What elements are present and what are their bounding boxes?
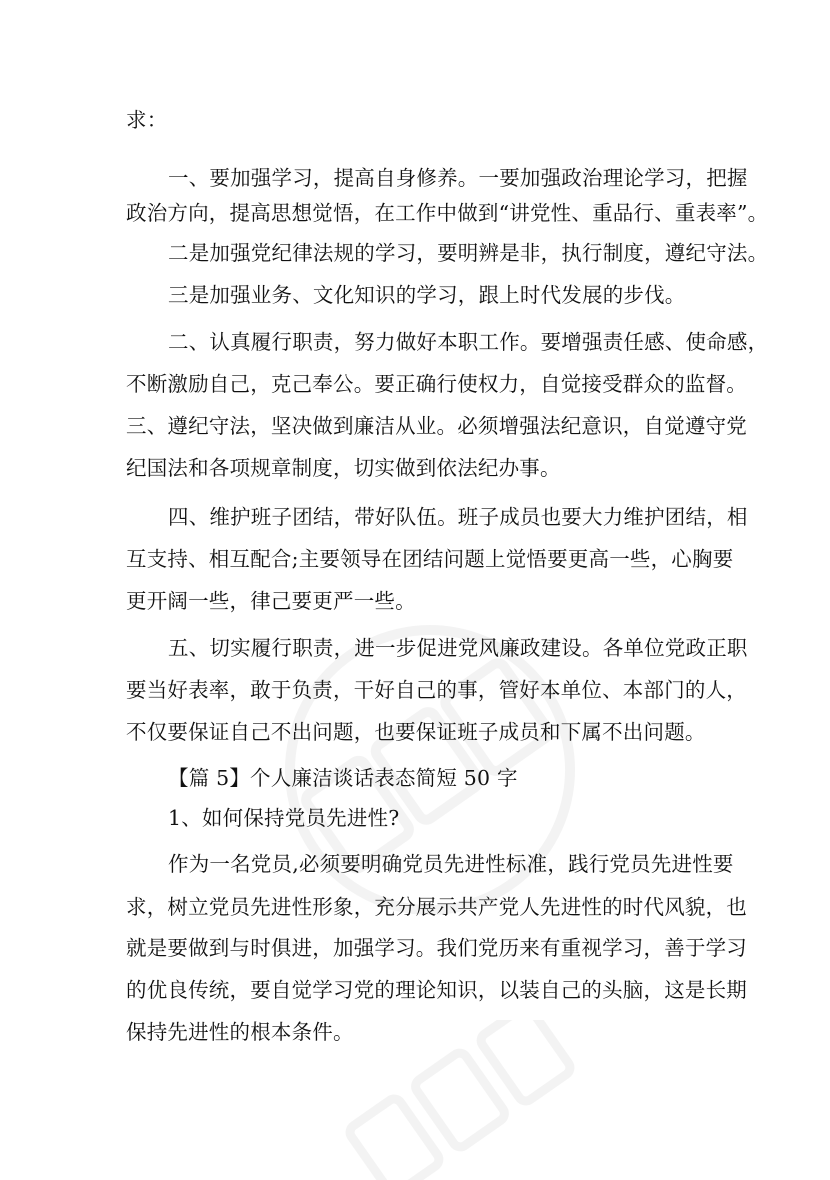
text-line: 四、维护班子团结，带好队伍。班子成员也要大力维护团结，相 xyxy=(168,505,748,529)
text-line: 求，树立党员先进性形象，充分展示共产党人先进性的时代风貌，也 xyxy=(126,895,747,919)
text-line: 三是加强业务、文化知识的学习，跟上时代发展的步伐。 xyxy=(168,283,686,307)
watermark-fragment-icon xyxy=(330,1020,590,1180)
text-line: 保持先进性的根本条件。 xyxy=(126,1020,354,1044)
text-line: 的优良传统，要自觉学习党的理论知识，以装自己的头脑，这是长期 xyxy=(126,978,747,1002)
section-heading: 【篇 5】个人廉洁谈话表态简短 50 字 xyxy=(168,766,518,790)
question-heading: 1、如何保持党员先进性? xyxy=(168,806,400,830)
text-line: 作为一名党员,必须要明确党员先进性标准，践行党员先进性要 xyxy=(168,852,734,876)
text-line: 纪国法和各项规章制度，切实做到依法纪办事。 xyxy=(126,456,561,480)
text-line: 五、切实履行职责，进一步促进党风廉政建设。各单位党政正职 xyxy=(168,636,748,660)
text-line: 三、遵纪守法，坚决做到廉洁从业。必须增强法纪意识，自觉遵守党 xyxy=(126,414,747,438)
text-line: 不断激励自己，克己奉公。要正确行使权力，自觉接受群众的监督。 xyxy=(126,372,747,396)
text-line: 政治方向，提高思想觉悟，在工作中做到“讲党性、重品行、重表率”。 xyxy=(126,201,769,225)
text-line: 就是要做到与时俱进，加强学习。我们党历来有重视学习，善于学习 xyxy=(126,936,747,960)
text-line: 二、认真履行职责，努力做好本职工作。要增强责任感、使命感， xyxy=(168,330,769,354)
text-line: 二是加强党纪律法规的学习，要明辨是非，执行制度，遵纪守法。 xyxy=(168,241,769,265)
text-line: 求： xyxy=(126,108,168,132)
text-line: 要当好表率，敢于负责，干好自己的事，管好本单位、本部门的人， xyxy=(126,678,747,702)
text-line: 互支持、相互配合;主要领导在团结问题上觉悟要更高一些，心胸要 xyxy=(126,547,734,571)
text-line: 更开阔一些，律己要更严一些。 xyxy=(126,589,416,613)
text-line: 一、要加强学习，提高自身修养。一要加强政治理论学习，把握 xyxy=(168,166,748,190)
text-line: 不仅要保证自己不出问题，也要保证班子成员和下属不出问题。 xyxy=(126,720,706,744)
